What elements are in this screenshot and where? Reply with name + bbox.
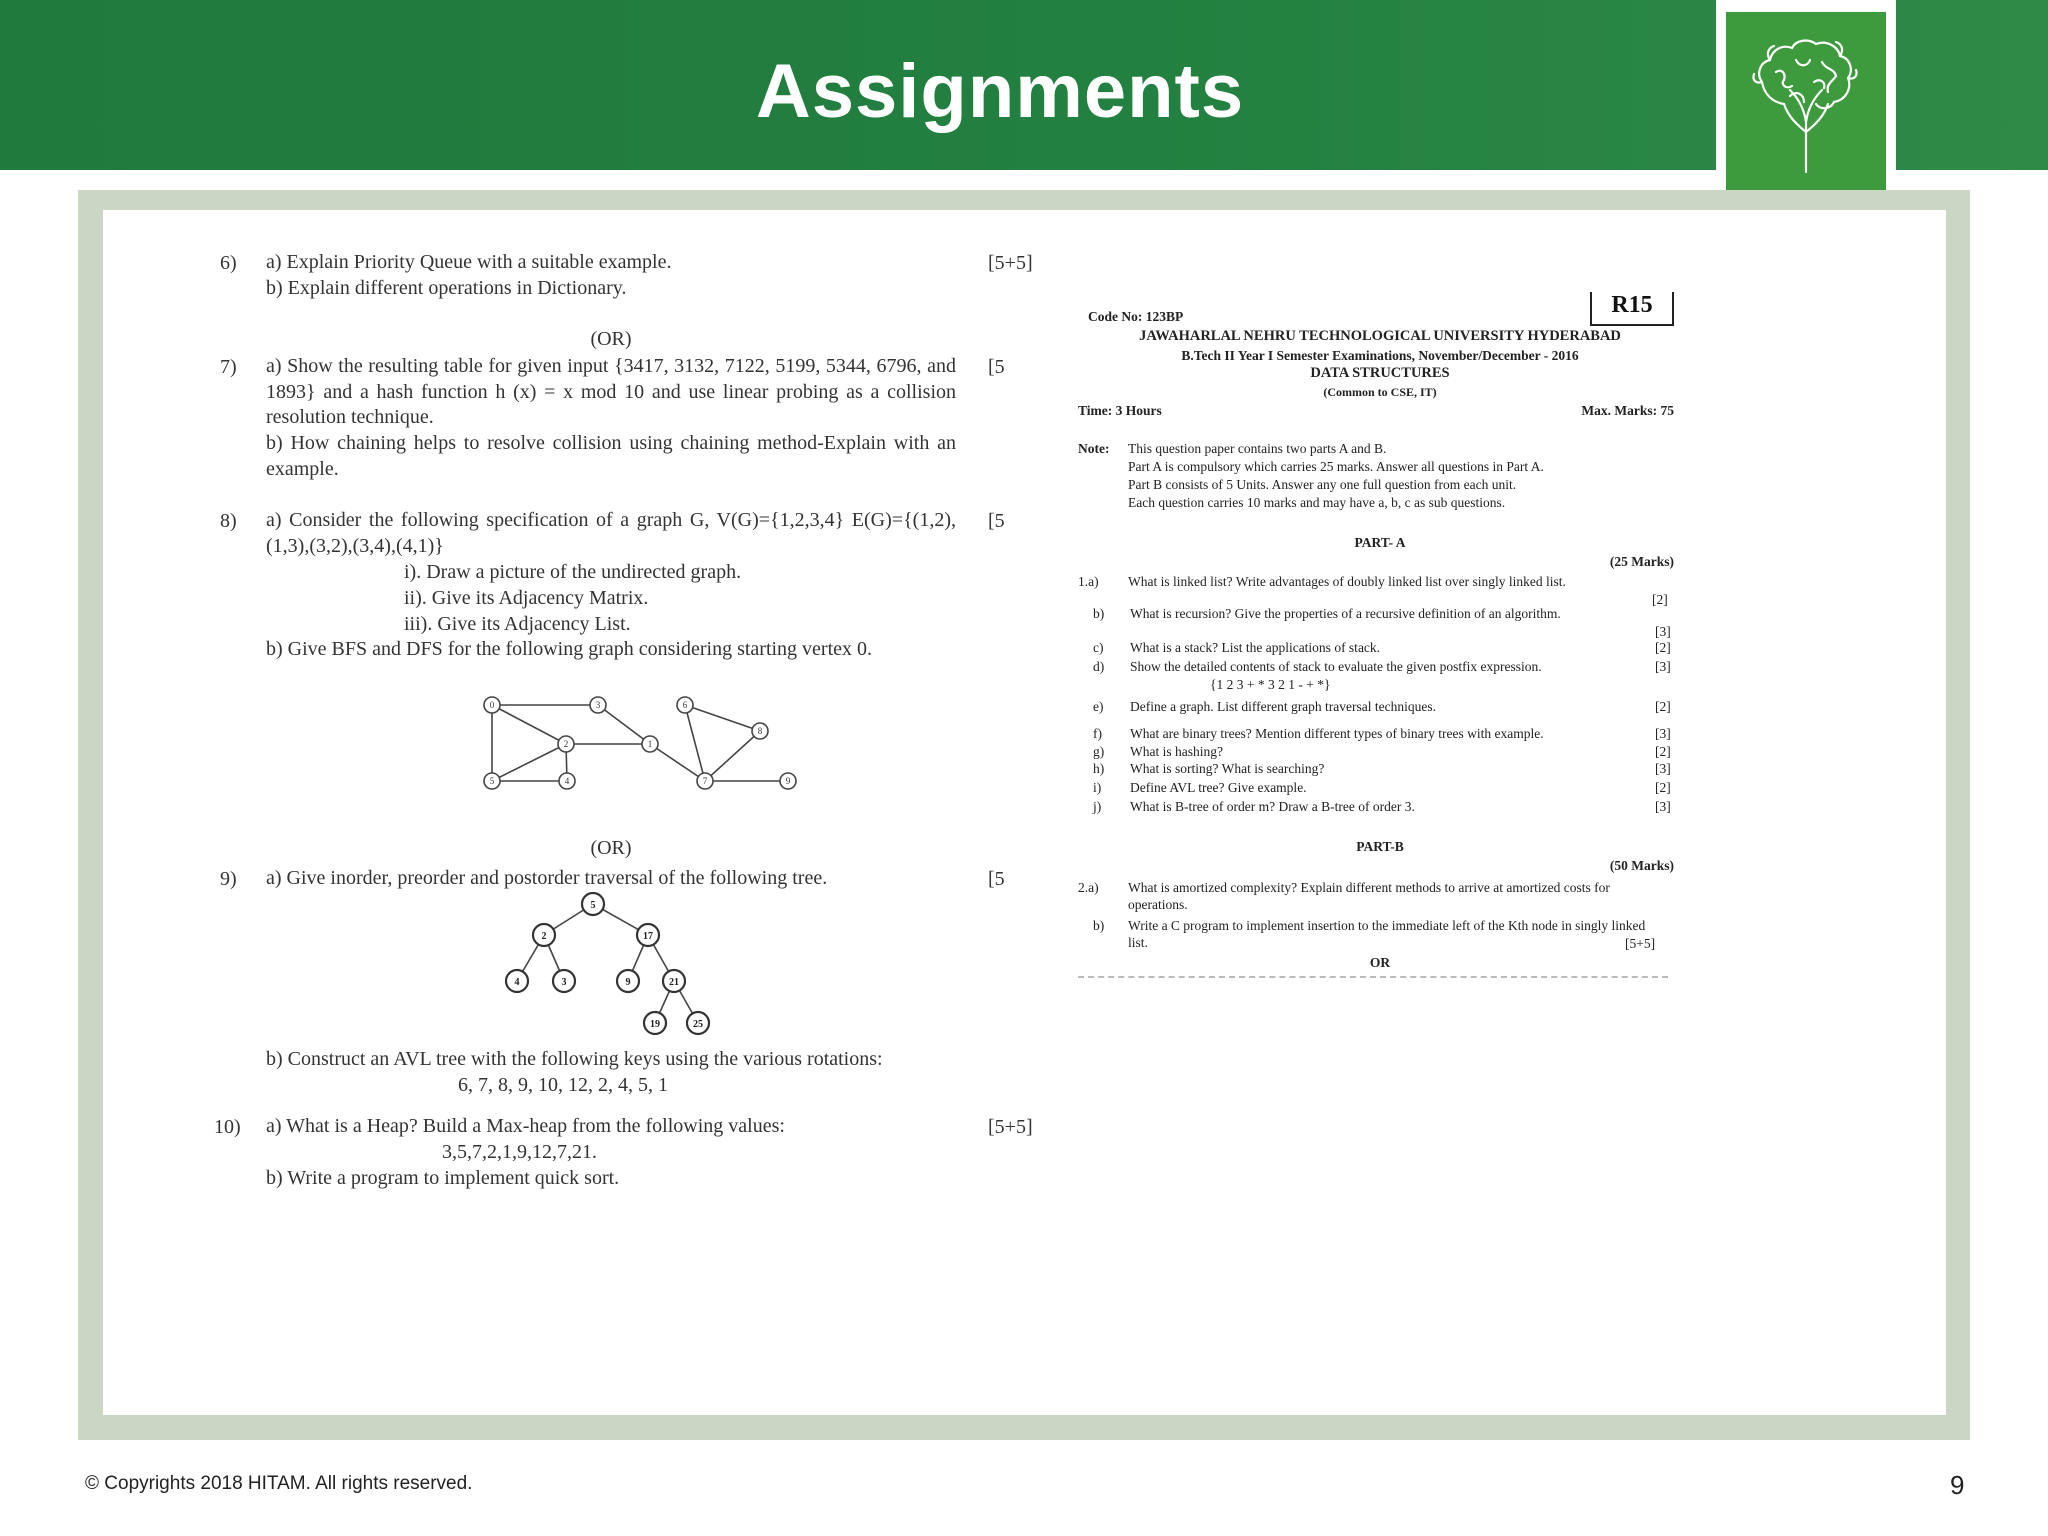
qa-text: Define AVL tree? Give example. — [1130, 780, 1307, 795]
qa-marks: [2] — [1652, 592, 1668, 607]
q9-part-a: a) Give inorder, preorder and postorder traversal of the following tree. — [266, 867, 828, 889]
qa-label: h) — [1093, 761, 1105, 776]
qa-label: 1.a) — [1078, 574, 1099, 589]
qa-marks: [3] — [1655, 659, 1671, 674]
tree-brain-icon — [1726, 12, 1886, 182]
note-label: Note: — [1078, 441, 1110, 456]
graph-node-label: 4 — [564, 776, 570, 786]
or-divider-1: (OR) — [590, 328, 632, 350]
part-b-or: OR — [1369, 955, 1391, 970]
qa-marks: [2] — [1655, 780, 1671, 795]
qa-text: Show the detailed contents of stack to evaluate the given postfix expression. — [1130, 659, 1542, 674]
graph-node-label: 1 — [647, 739, 653, 749]
qb-marks: [5+5] — [1625, 936, 1656, 951]
qa-text: What are binary trees? Mention different types of binary trees with example. — [1130, 726, 1544, 741]
graph-node-label: 3 — [595, 700, 601, 710]
q6-marks: [5+5] — [988, 252, 1033, 274]
qa-marks: [3] — [1655, 726, 1671, 741]
q6-number: 6) — [220, 252, 237, 274]
qa-text: What is hashing? — [1130, 744, 1223, 759]
part-b-marks: (50 Marks) — [1609, 858, 1674, 873]
qa-marks: [3] — [1655, 799, 1671, 814]
tree-node-label: 2 — [541, 931, 547, 942]
exam-code: Code No: 123BP — [1088, 309, 1184, 324]
binary-tree-figure — [490, 888, 730, 1038]
postfix-expression: {1 2 3 + * 3 2 1 - + *} — [1210, 677, 1331, 692]
qa-label: i) — [1093, 780, 1102, 795]
graph-node-label: 7 — [702, 776, 708, 786]
qb-label: b) — [1093, 918, 1105, 933]
q7-part-b: b) How chaining helps to resolve collision using chaining method-Explain with an example. — [266, 432, 956, 480]
graph-node-label: 2 — [563, 739, 569, 749]
qa-text: What is linked list? Write advantages of doubly linked list over singly linked list. — [1128, 574, 1566, 589]
q8-part-b: b) Give BFS and DFS for the following graph considering starting vertex 0. — [266, 638, 873, 660]
qa-marks: [2] — [1655, 699, 1671, 714]
exam-common: (Common to CSE, IT) — [1323, 385, 1437, 399]
qa-marks: [2] — [1655, 640, 1671, 655]
q8-marks: [5 — [988, 510, 1005, 532]
exam-time: Time: 3 Hours — [1078, 403, 1162, 418]
q9-number: 9) — [220, 868, 237, 890]
q8-sub-iii: iii). Give its Adjacency List. — [404, 613, 631, 635]
exam-university: JAWAHARLAL NEHRU TECHNOLOGICAL UNIVERSITY HYDERABAD — [1139, 328, 1621, 344]
note-line: Part A is compulsory which carries 25 marks. Answer all questions in Part A. — [1128, 459, 1544, 474]
qa-text: What is recursion? Give the properties of a recursive definition of an algorithm. — [1130, 606, 1561, 621]
bfs-dfs-graph-figure — [470, 686, 810, 806]
regulation-code: R15 — [1611, 292, 1653, 318]
tree-node-label: 17 — [643, 931, 653, 942]
tree-node-label: 4 — [514, 977, 520, 988]
q8-number: 8) — [220, 510, 237, 532]
q9-part-b: b) Construct an AVL tree with the following keys using the various rotations: — [266, 1048, 883, 1070]
q6-part-a: a) Explain Priority Queue with a suitable example. — [266, 251, 672, 273]
graph-node-label: 0 — [489, 700, 495, 710]
qa-label: e) — [1093, 699, 1104, 714]
qa-marks: [2] — [1655, 744, 1671, 759]
graph-node-label: 5 — [489, 776, 495, 786]
or-divider-2: (OR) — [590, 837, 632, 859]
graph-node-label: 6 — [682, 700, 688, 710]
qa-text: What is B-tree of order m? Draw a B-tree of order 3. — [1130, 799, 1415, 814]
qa-marks: [3] — [1655, 761, 1671, 776]
q8-sub-ii: ii). Give its Adjacency Matrix. — [404, 587, 649, 609]
q10-part-b: b) Write a program to implement quick sort. — [266, 1167, 620, 1189]
qa-text: Define a graph. List different graph traversal techniques. — [1130, 699, 1437, 714]
note-line: Part B consists of 5 Units. Answer any one full question from each unit. — [1128, 477, 1517, 492]
qa-text: What is a stack? List the applications of stack. — [1130, 640, 1381, 655]
tree-node-label: 3 — [561, 977, 567, 988]
qa-text: What is sorting? What is searching? — [1130, 761, 1325, 776]
page-number: 9 — [1950, 1470, 1965, 1500]
qb-text: Write a C program to implement insertion to the immediate left of the Kth node in singly linked list. — [1128, 918, 1646, 950]
qa-label: j) — [1093, 799, 1102, 814]
qa-label: g) — [1093, 744, 1105, 759]
part-a-marks: (25 Marks) — [1609, 554, 1674, 569]
tree-node-label: 21 — [669, 977, 679, 988]
qa-label: c) — [1093, 640, 1104, 655]
tree-node-label: 9 — [625, 977, 631, 988]
q10-part-a: a) What is a Heap? Build a Max-heap from the following values: — [266, 1115, 785, 1137]
q9-avl-keys: 6, 7, 8, 9, 10, 12, 2, 4, 5, 1 — [458, 1074, 668, 1096]
exam-name: B.Tech II Year I Semester Examinations, November/December - 2016 — [1181, 348, 1579, 363]
q8-part-a: a) Consider the following specification of a graph G, V(G)={1,2,3,4} E(G)={(1,2),(1,3),(3,2),(3,4),(4,1)} — [266, 509, 956, 557]
q10-marks: [5+5] — [988, 1116, 1033, 1138]
qa-label: f) — [1093, 726, 1102, 741]
graph-node-label: 8 — [757, 726, 763, 736]
copyright-footer: © Copyrights 2018 HITAM. All rights reserved. — [85, 1473, 473, 1494]
part-a-heading: PART- A — [1354, 535, 1406, 550]
exam-subject: DATA STRUCTURES — [1310, 365, 1450, 381]
qb-text: What is amortized complexity? Explain different methods to arrive at amortized costs for operations. — [1128, 880, 1610, 912]
part-b-heading: PART-B — [1356, 839, 1404, 854]
cut-off-text-line — [1078, 976, 1668, 978]
q6-part-b: b) Explain different operations in Dictionary. — [266, 277, 627, 299]
note-line: Each question carries 10 marks and may have a, b, c as sub questions. — [1128, 495, 1506, 510]
q9-marks: [5 — [988, 868, 1005, 890]
q7-marks: [5 — [988, 356, 1005, 378]
note-line: This question paper contains two parts A and B. — [1128, 441, 1387, 456]
qa-label: d) — [1093, 659, 1105, 674]
tree-node-label: 25 — [693, 1019, 703, 1030]
q7-number: 7) — [220, 356, 237, 378]
slide-title: Assignments — [755, 49, 1245, 134]
graph-node-label: 9 — [785, 776, 791, 786]
q8-sub-i: i). Draw a picture of the undirected graph. — [404, 561, 742, 583]
q10-heap-values: 3,5,7,2,1,9,12,7,21. — [442, 1141, 597, 1163]
qa-marks: [3] — [1655, 624, 1671, 639]
exam-max-marks: Max. Marks: 75 — [1581, 403, 1674, 418]
q10-number: 10) — [214, 1116, 241, 1138]
q7-part-a: a) Show the resulting table for given input {3417, 3132, 7122, 5199, 5344, 6796, and 1893} and a hash function h (x) = x mod 10 and use linear probing as a collision resolution technique. — [266, 355, 956, 428]
tree-node-label: 5 — [590, 900, 596, 911]
qa-label: b) — [1093, 606, 1105, 621]
tree-node-label: 19 — [650, 1019, 660, 1030]
qb-label: 2.a) — [1078, 880, 1099, 895]
